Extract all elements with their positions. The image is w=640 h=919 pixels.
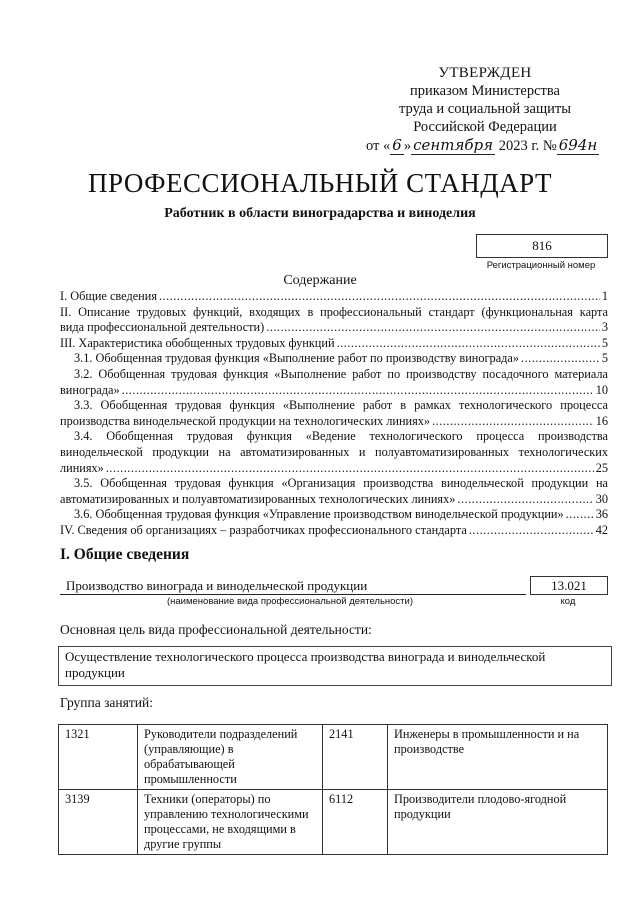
toc-dots (566, 507, 594, 523)
toc-entry[interactable] (60, 305, 608, 336)
toc-entry-text: 3.4. Обобщенная трудовая функция «Ведение технологического процесса производства (74, 429, 608, 444)
date-mid: » (403, 138, 412, 154)
toc-entry-page: 30 (595, 491, 608, 506)
toc-dots (122, 383, 594, 399)
occupation-group-label: Группа занятий: (60, 695, 153, 710)
table-row (59, 725, 608, 790)
section-heading: I. Общие сведения (60, 546, 190, 563)
toc-entry[interactable] (60, 429, 608, 476)
approval-line: труда и социальной защиты (399, 101, 571, 117)
occupation-name: Производители плодово-ягодной продукции (388, 790, 608, 855)
approval-block (366, 64, 600, 155)
toc-dots (337, 336, 600, 352)
registration-number-label: Регистрационный номер (486, 260, 596, 271)
toc-dots (266, 320, 600, 336)
toc-entry[interactable] (60, 523, 608, 539)
document-subtitle: Работник в области виноградарства и виноделия (164, 206, 476, 221)
goal-label: Основная цель вида профессиональной деятельности: (60, 622, 372, 637)
toc-entry[interactable] (60, 351, 608, 367)
toc-entry-text: вида профессиональной деятельности) (60, 320, 265, 335)
activity-code-box: 13.021 (530, 576, 608, 595)
toc-entry-text: 3.5. Обобщенная трудовая функция «Организация производства винодельческой продукции на (74, 476, 608, 491)
toc-entry[interactable] (60, 289, 608, 305)
toc-entry[interactable] (60, 507, 608, 523)
occupation-group-table (58, 724, 608, 855)
activity-code-caption: код (560, 596, 576, 607)
toc-entry-page: 5 (601, 335, 608, 350)
toc-entry-text: линиях» (60, 460, 104, 475)
approval-date-line (366, 136, 600, 155)
toc-entry-text: I. Общие сведения (60, 289, 157, 303)
date-prefix: от « (366, 138, 391, 154)
handwritten-order-number: 694н (558, 136, 598, 154)
toc-entry-text: 3.6. Обобщенная трудовая функция «Управление производством винодельческой продукции» (74, 507, 564, 522)
goal-text-box: Осуществление технологического процесса производства винограда и винодельческой продукции (58, 646, 612, 686)
toc-entry-text: 3.3. Обобщенная трудовая функция «Выполнение работ в рамках технологического процесса (74, 398, 608, 413)
toc-entry-text: винодельческой продукции на автоматизированных и полуавтоматизированных технологических (60, 444, 608, 459)
toc-entry-text: III. Характеристика обобщенных трудовых функций (60, 335, 335, 350)
toc-entry-text: производства винодельческой продукции на технологических линиях» (60, 413, 431, 428)
toc-entry-page: 3 (601, 320, 608, 335)
toc-entry-page: 10 (595, 382, 608, 397)
toc-entry-text: автоматизированных и полуавтоматизированных технологических линиях» (60, 491, 456, 506)
handwritten-month: сентября (413, 136, 494, 154)
toc-entry-page: 42 (595, 522, 608, 537)
occupation-code: 6112 (323, 790, 388, 855)
occupation-name: Инженеры в промышленности и на производстве (388, 725, 608, 790)
table-of-contents (60, 289, 608, 539)
toc-entry-text: II. Описание трудовых функций, входящих в профессиональный стандарт (функциональная карта (60, 304, 608, 319)
toc-dots (159, 289, 600, 305)
toc-heading: Содержание (283, 273, 357, 288)
occupation-name: Техники (операторы) по управлению технологическими процессами, не входящими в другие группы (138, 790, 323, 855)
registration-number-box: 816 (476, 234, 608, 258)
date-year: 2023 г. № (495, 138, 557, 154)
toc-entry-page: 1 (601, 289, 608, 303)
occupation-code: 2141 (323, 725, 388, 790)
toc-dots (469, 523, 594, 539)
activity-kind-field: Производство винограда и винодельческой продукции (60, 578, 526, 595)
toc-entry-text: 3.1. Обобщенная трудовая функция «Выполнение работ по производству винограда» (74, 351, 520, 366)
table-row (59, 790, 608, 855)
toc-entry-page: 5 (601, 351, 608, 366)
toc-entry-text: винограда» (60, 382, 120, 397)
handwritten-day: 6 (392, 136, 402, 154)
toc-dots (106, 461, 594, 477)
toc-entry-page: 16 (595, 413, 608, 428)
toc-entry[interactable] (60, 398, 608, 429)
occupation-name: Руководители подразделений (управляющие) в обрабатывающей промышленности (138, 725, 323, 790)
approval-heading: УТВЕРЖДЕН (438, 65, 532, 81)
toc-dots (457, 492, 593, 508)
activity-kind-caption: (наименование вида профессиональной деятельности) (166, 596, 414, 607)
approval-line: приказом Министерства (410, 83, 560, 99)
toc-entry[interactable] (60, 476, 608, 507)
toc-entry[interactable] (60, 367, 608, 398)
occupation-code: 3139 (59, 790, 138, 855)
toc-entry-text: 3.2. Обобщенная трудовая функция «Выполнение работ по производству посадочного материала (74, 366, 608, 381)
toc-entry-text: IV. Сведения об организациях – разработчиках профессионального стандарта (60, 522, 467, 537)
toc-entry-page: 25 (595, 460, 608, 475)
toc-entry-page: 36 (595, 507, 608, 522)
occupation-code: 1321 (59, 725, 138, 790)
toc-dots (521, 351, 600, 367)
toc-entry[interactable] (60, 336, 608, 352)
approval-line: Российской Федерации (413, 119, 557, 135)
document-title: ПРОФЕССИОНАЛЬНЫЙ СТАНДАРТ (87, 168, 553, 198)
toc-dots (432, 414, 594, 430)
